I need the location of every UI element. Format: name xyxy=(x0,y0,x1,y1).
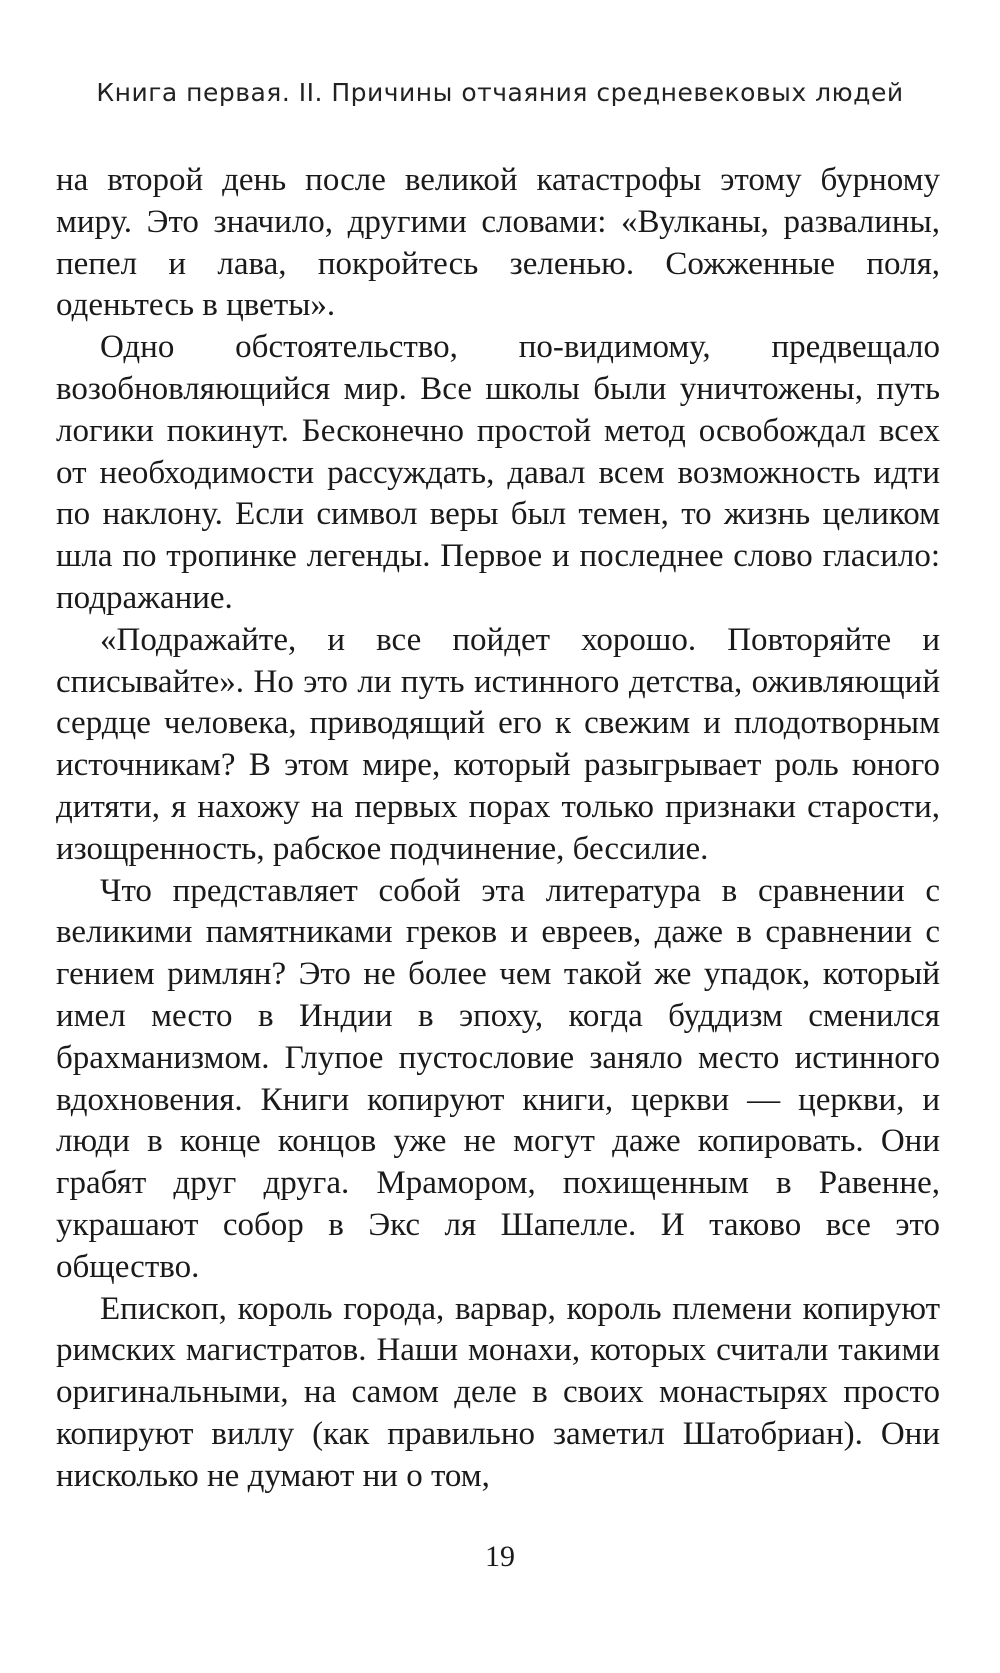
body-text xyxy=(56,160,940,1498)
paragraph-4: Что представляет собой эта литература в сравнении с великими памятниками греков и евреев, даже в сравнении с гением римлян? Это не более чем такой же упадок, который имел место в Индии в эпоху, когда буддизм сменился брахманизмом. Глупое пустословие заняло место истинного вдохновения. Книги копируют книги, церкви — церкви, и люди в конце концов уже не могут даже копировать. Они грабят друг друга. Мрамором, похищенным в Равенне, украшают собор в Экс ля Шапелле. И таково все это общество. xyxy=(56,872,940,1285)
paragraph-5: Епископ, король города, варвар, король племени копируют римских магистратов. Наши монахи, которых считали такими оригинальными, на самом деле в своих монастырях просто копируют виллу (как правильно заметил Шатобриан). Они нисколько не думают ни о том, xyxy=(56,1290,940,1494)
paragraph-3: «Подражайте, и все пойдет хорошо. Повторяйте и списывайте». Но это ли путь истинного детства, оживляющий сердце человека, приводящий его к свежим и плодотворным источникам? В этом мире, который разыгрывает роль юного дитяти, я нахожу на первых порах только признаки старости, изощренность, рабское подчинение, бессилие. xyxy=(56,621,940,867)
running-header: Книга первая. II. Причины отчаяния средневековых людей xyxy=(96,78,904,107)
page-number: 19 xyxy=(485,1540,515,1573)
paragraph-1: на второй день после великой катастрофы этому бурному миру. Это значило, другими словами: «Вулканы, развалины, пепел и лава, покройтесь зеленью. Сожженные поля, оденьтесь в цветы». xyxy=(56,162,940,324)
paragraph-2: Одно обстоятельство, по-видимому, предвещало возобновляющийся мир. Все школы были уничтожены, путь логики покинут. Бесконечно простой метод освобождал всех от необходимости рассуждать, давал всем возможность идти по наклону. Если символ веры был темен, то жизнь целиком шла по тропинке легенды. Первое и последнее слово гласило: подражание. xyxy=(56,329,940,616)
